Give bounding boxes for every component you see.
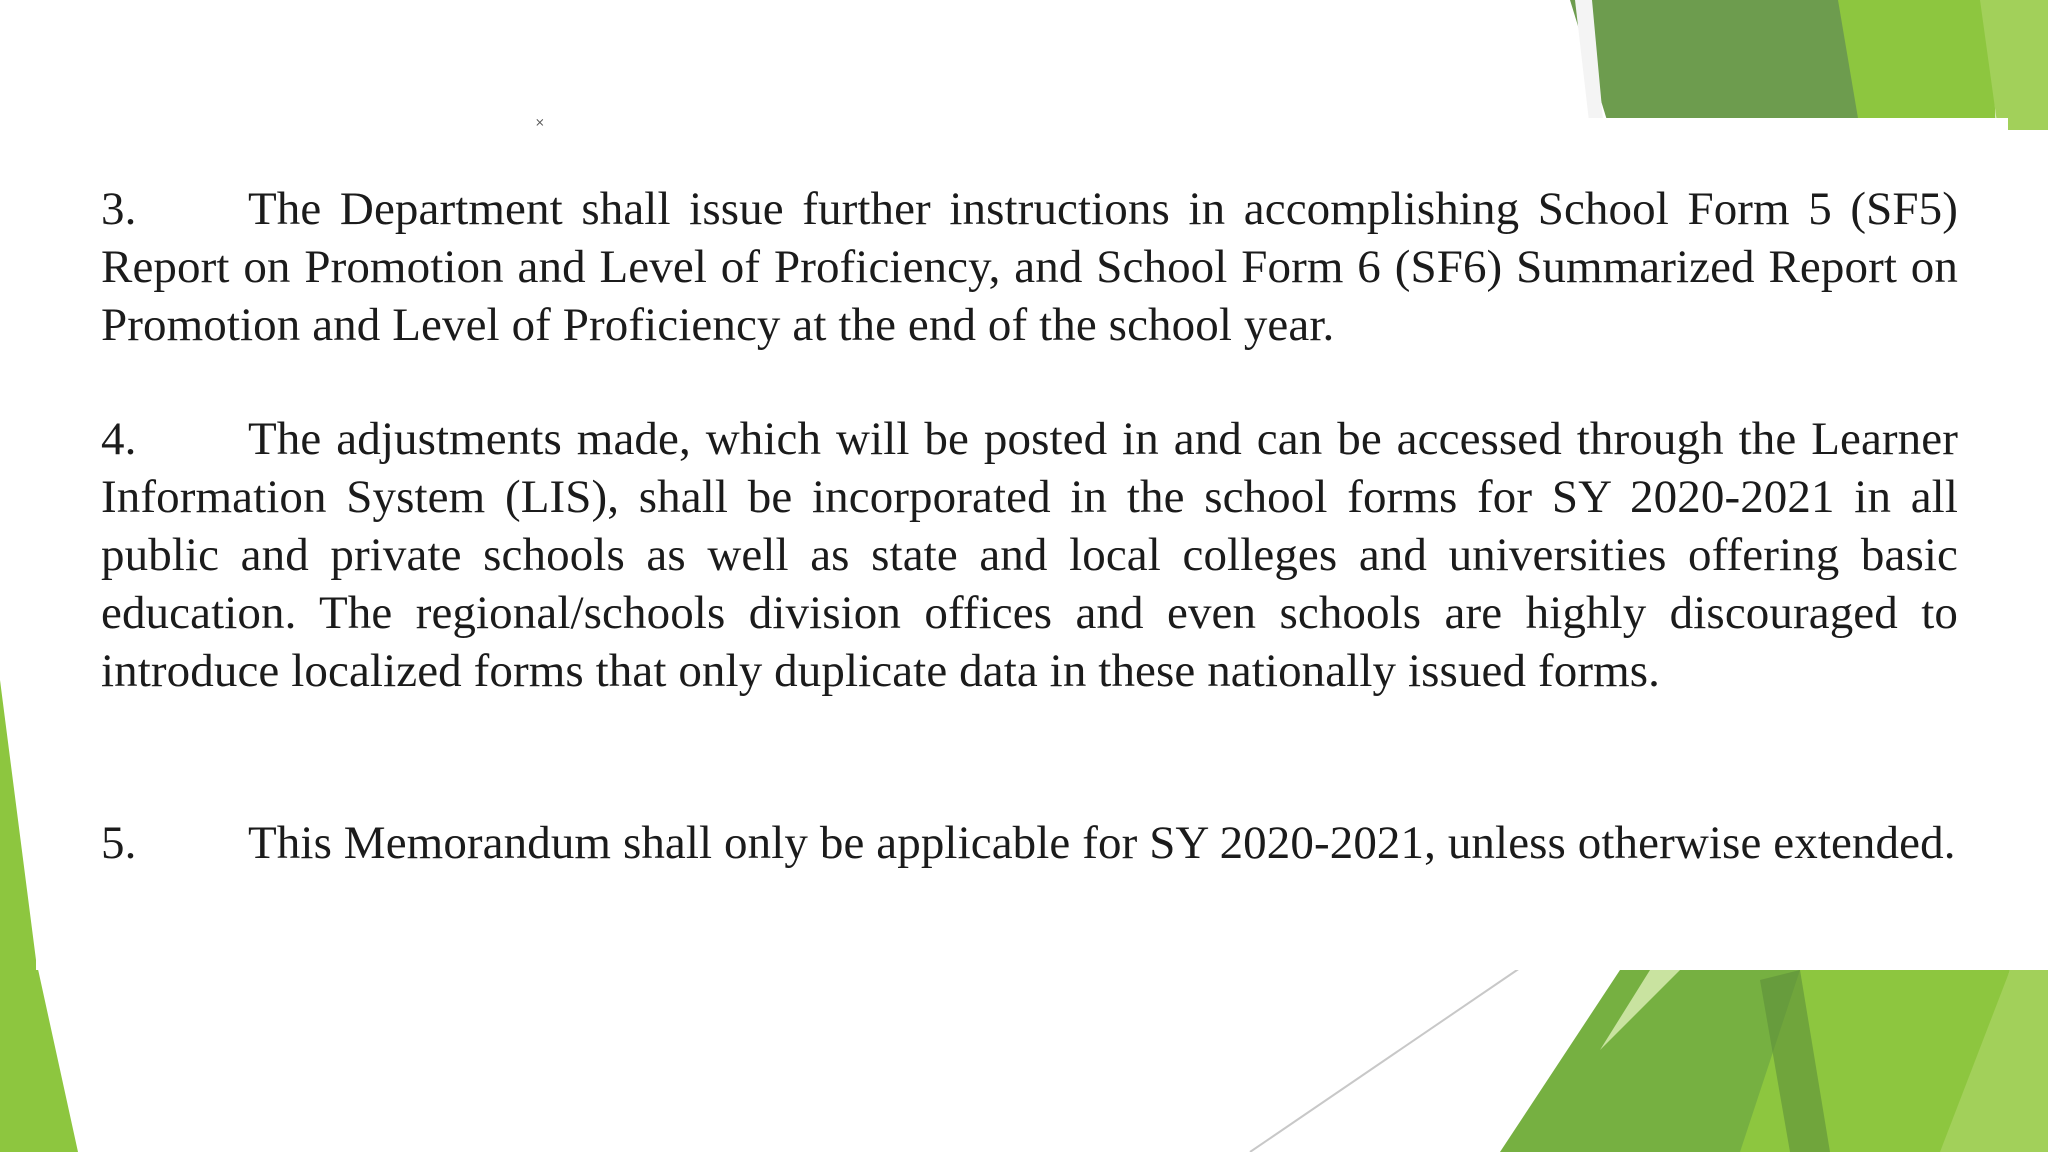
green-facet-top-2 [1838, 0, 1996, 130]
paragraph-3 [101, 180, 1958, 354]
green-facet-top-1 [1570, 0, 1872, 130]
scan-mark: ˟ [536, 116, 544, 138]
paragraph-text: The adjustments made, which will be posted in and can be accessed through the Learner Information System (LIS), shall be incorporated in the school forms for SY 2020-2021 in all public and private schools as well as state and local colleges and universities offering basic education. The regional/schools division offices and even schools are highly discouraged to introduce localized forms that only duplicate data in these nationally issued forms. [101, 413, 1958, 697]
paragraph-text: This Memorandum shall only be applicable for SY 2020-2021, unless otherwise extended. [248, 817, 1956, 869]
paragraph-text: The Department shall issue further instructions in accomplishing School Form 5 (SF5) Report on Promotion and Level of Proficiency, and School Form 6 (SF6) Summarized Report on Promotion and Level of Proficiency at the end of the school year. [101, 183, 1958, 351]
thin-diagonal-line [1250, 968, 1520, 1152]
paragraph-4 [101, 410, 1958, 700]
paragraph-number: 5. [101, 817, 137, 869]
scanned-document-excerpt [36, 118, 2008, 970]
paragraph-number: 3. [101, 183, 137, 235]
paragraph-number: 4. [101, 413, 137, 465]
paragraph-5 [101, 814, 1958, 872]
